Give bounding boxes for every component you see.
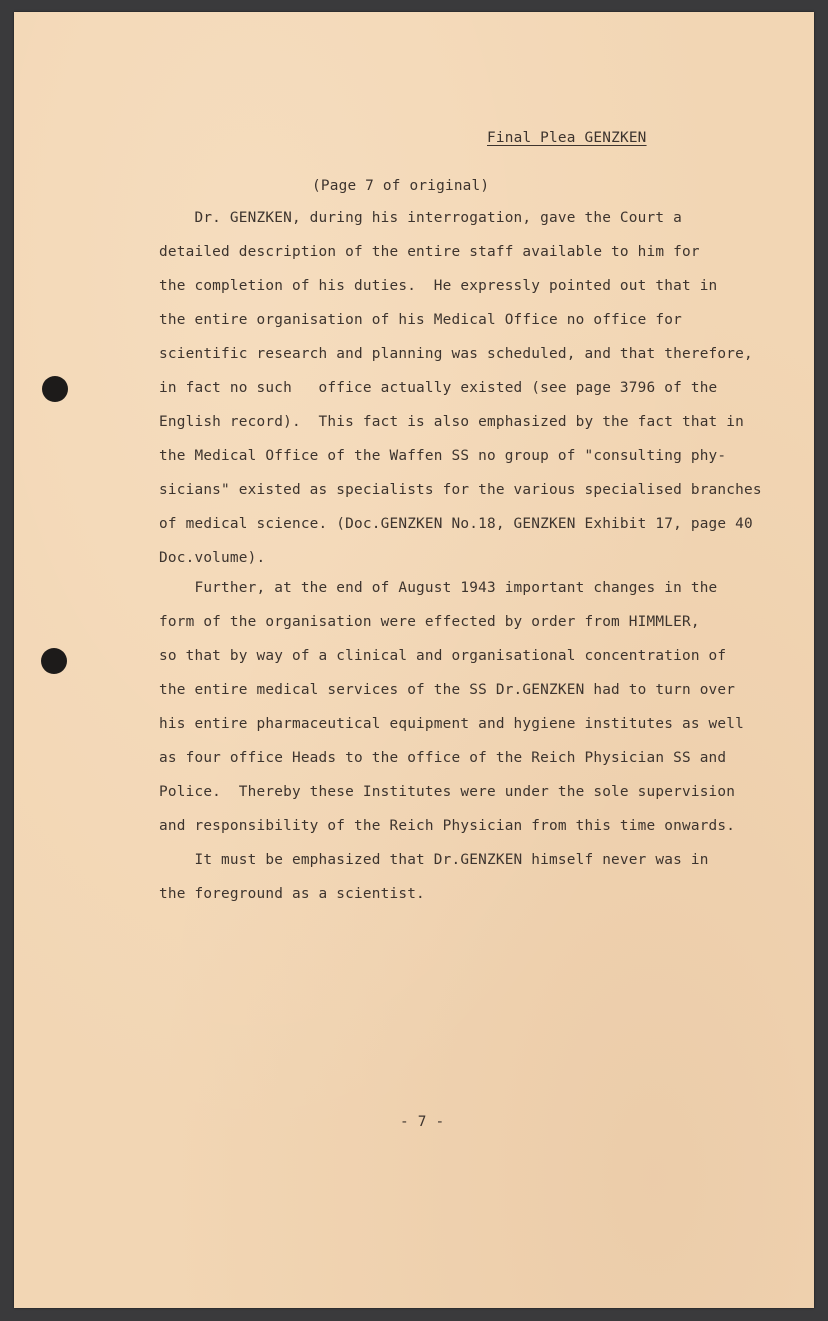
body-line: Further, at the end of August 1943 important changes in the bbox=[159, 580, 718, 596]
body-line: and responsibility of the Reich Physician from this time onwards. bbox=[159, 818, 736, 834]
body-line: form of the organisation were effected by order from HIMMLER, bbox=[159, 614, 700, 630]
body-line: Police. Thereby these Institutes were under the sole supervision bbox=[159, 784, 736, 800]
body-line: as four office Heads to the office of the Reich Physician SS and bbox=[159, 750, 727, 766]
body-line: the Medical Office of the Waffen SS no group of "consulting phy- bbox=[159, 448, 727, 464]
body-line: scientific research and planning was scheduled, and that therefore, bbox=[159, 346, 753, 362]
body-line: so that by way of a clinical and organisational concentration of bbox=[159, 648, 727, 664]
page-number: - 7 - bbox=[400, 1114, 445, 1130]
body-line: the entire medical services of the SS Dr.GENZKEN had to turn over bbox=[159, 682, 736, 698]
body-line: in fact no such office actually existed (see page 3796 of the bbox=[159, 380, 718, 396]
document-heading: Final Plea GENZKEN bbox=[487, 130, 647, 146]
punch-hole bbox=[41, 648, 67, 674]
body-line: of medical science. (Doc.GENZKEN No.18, GENZKEN Exhibit 17, page 40 bbox=[159, 516, 753, 532]
body-line: the entire organisation of his Medical Office no office for bbox=[159, 312, 682, 328]
body-line: the foreground as a scientist. bbox=[159, 886, 425, 902]
body-line: It must be emphasized that Dr.GENZKEN himself never was in bbox=[159, 852, 709, 868]
document-page bbox=[14, 12, 814, 1308]
body-line: English record). This fact is also emphasized by the fact that in bbox=[159, 414, 745, 430]
punch-hole bbox=[42, 376, 68, 402]
body-line: sicians" existed as specialists for the various specialised branches bbox=[159, 482, 762, 498]
body-line: Doc.volume). bbox=[159, 550, 266, 566]
body-line: the completion of his duties. He expressly pointed out that in bbox=[159, 278, 718, 294]
body-line: his entire pharmaceutical equipment and hygiene institutes as well bbox=[159, 716, 745, 732]
body-line: Dr. GENZKEN, during his interrogation, gave the Court a bbox=[159, 210, 682, 226]
page-reference: (Page 7 of original) bbox=[312, 178, 490, 194]
body-line: detailed description of the entire staff available to him for bbox=[159, 244, 700, 260]
